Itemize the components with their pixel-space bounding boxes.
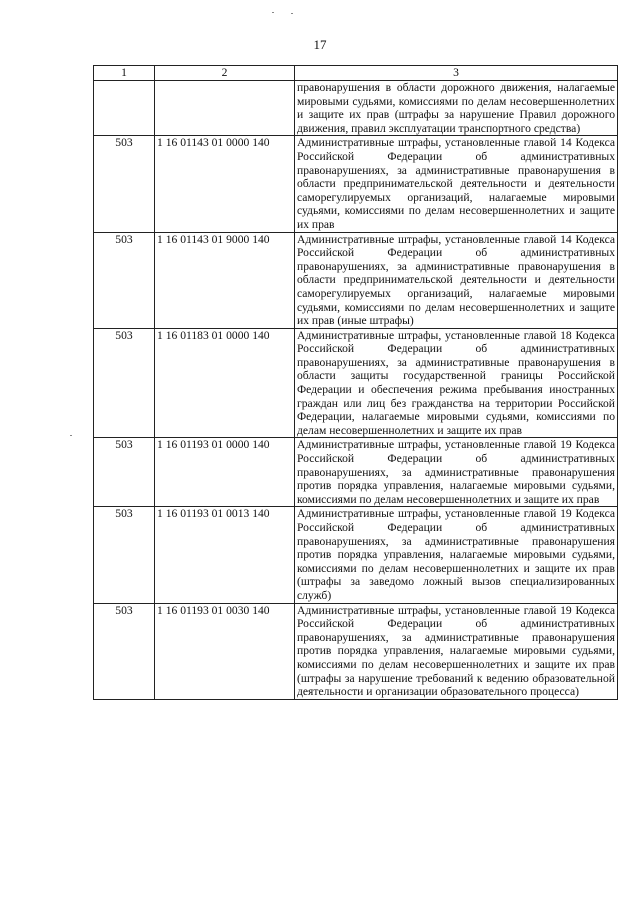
admin-code-cell: 503 [94,328,155,438]
scan-speck [70,435,72,436]
column-header-2: 2 [155,66,295,81]
page-number: 17 [313,37,327,52]
admin-code-cell: 503 [94,507,155,603]
kbk-code-cell: 1 16 01183 01 0000 140 [155,328,295,438]
table-row [94,603,618,699]
scan-speck [291,13,293,14]
column-header-3: 3 [295,66,618,81]
admin-code-cell: 503 [94,232,155,328]
column-header-1: 1 [94,66,155,81]
description-cell: правонарушения в области дорожного движения, налагаемые мировыми судьями, комиссиями по делам несовершеннолетних и защите их прав (штрафы за нарушение Правил дорожного движения, правил эксплуатации транспортного средства) [295,81,618,136]
admin-code-cell [94,81,155,136]
kbk-code-cell: 1 16 01193 01 0030 140 [155,603,295,699]
kbk-code-cell: 1 16 01193 01 0000 140 [155,438,295,507]
table-row [94,232,618,328]
admin-code-cell: 503 [94,603,155,699]
kbk-code-cell: 1 16 01193 01 0013 140 [155,507,295,603]
kbk-code-cell: 1 16 01143 01 0000 140 [155,136,295,232]
table-row [94,328,618,438]
table-row [94,507,618,603]
admin-code-cell: 503 [94,136,155,232]
budget-classification-table [93,65,618,700]
description-cell: Административные штрафы, установленные главой 19 Кодекса Российской Федерации об административных правонарушениях, за административные правонарушения против порядка управления, налагаемые мировыми судьями, комиссиями по делам несовершеннолетних и защите их прав (штрафы за нарушение требований к ведению образовательной деятельности и организации образовательного процесса) [295,603,618,699]
table-row [94,438,618,507]
table-row [94,81,618,136]
kbk-code-cell: 1 16 01143 01 9000 140 [155,232,295,328]
scan-speck [272,12,274,13]
admin-code-cell: 503 [94,438,155,507]
description-cell: Административные штрафы, установленные главой 14 Кодекса Российской Федерации об административных правонарушениях, за административные правонарушения в области предпринимательской деятельности и деятельности саморегулируемых организаций, налагаемые мировыми судьями, комиссиями по делам несовершеннолетних и защите их прав [295,136,618,232]
table-row [94,136,618,232]
table-header-row [94,66,618,81]
description-cell: Административные штрафы, установленные главой 14 Кодекса Российской Федерации об административных правонарушениях, за административные правонарушения в области предпринимательской деятельности и деятельности саморегулируемых организаций, налагаемые мировыми судьями, комиссиями по делам несовершеннолетних и защите их прав (иные штрафы) [295,232,618,328]
description-cell: Административные штрафы, установленные главой 19 Кодекса Российской Федерации об административных правонарушениях, за административные правонарушения против порядка управления, налагаемые мировыми судьями, комиссиями по делам несовершеннолетних и защите их прав (штрафы за заведомо ложный вызов специализированных служб) [295,507,618,603]
description-cell: Административные штрафы, установленные главой 19 Кодекса Российской Федерации об административных правонарушениях, за административные правонарушения против порядка управления, налагаемые мировыми судьями, комиссиями по делам несовершеннолетних и защите их прав [295,438,618,507]
description-cell: Административные штрафы, установленные главой 18 Кодекса Российской Федерации об административных правонарушениях, за административные правонарушения в области защиты государственной границы Российской Федерации и обеспечения режима пребывания иностранных граждан или лиц без гражданства на территории Российской Федерации, налагаемые мировыми судьями, комиссиями по делам несовершеннолетних и защите их прав [295,328,618,438]
kbk-code-cell [155,81,295,136]
